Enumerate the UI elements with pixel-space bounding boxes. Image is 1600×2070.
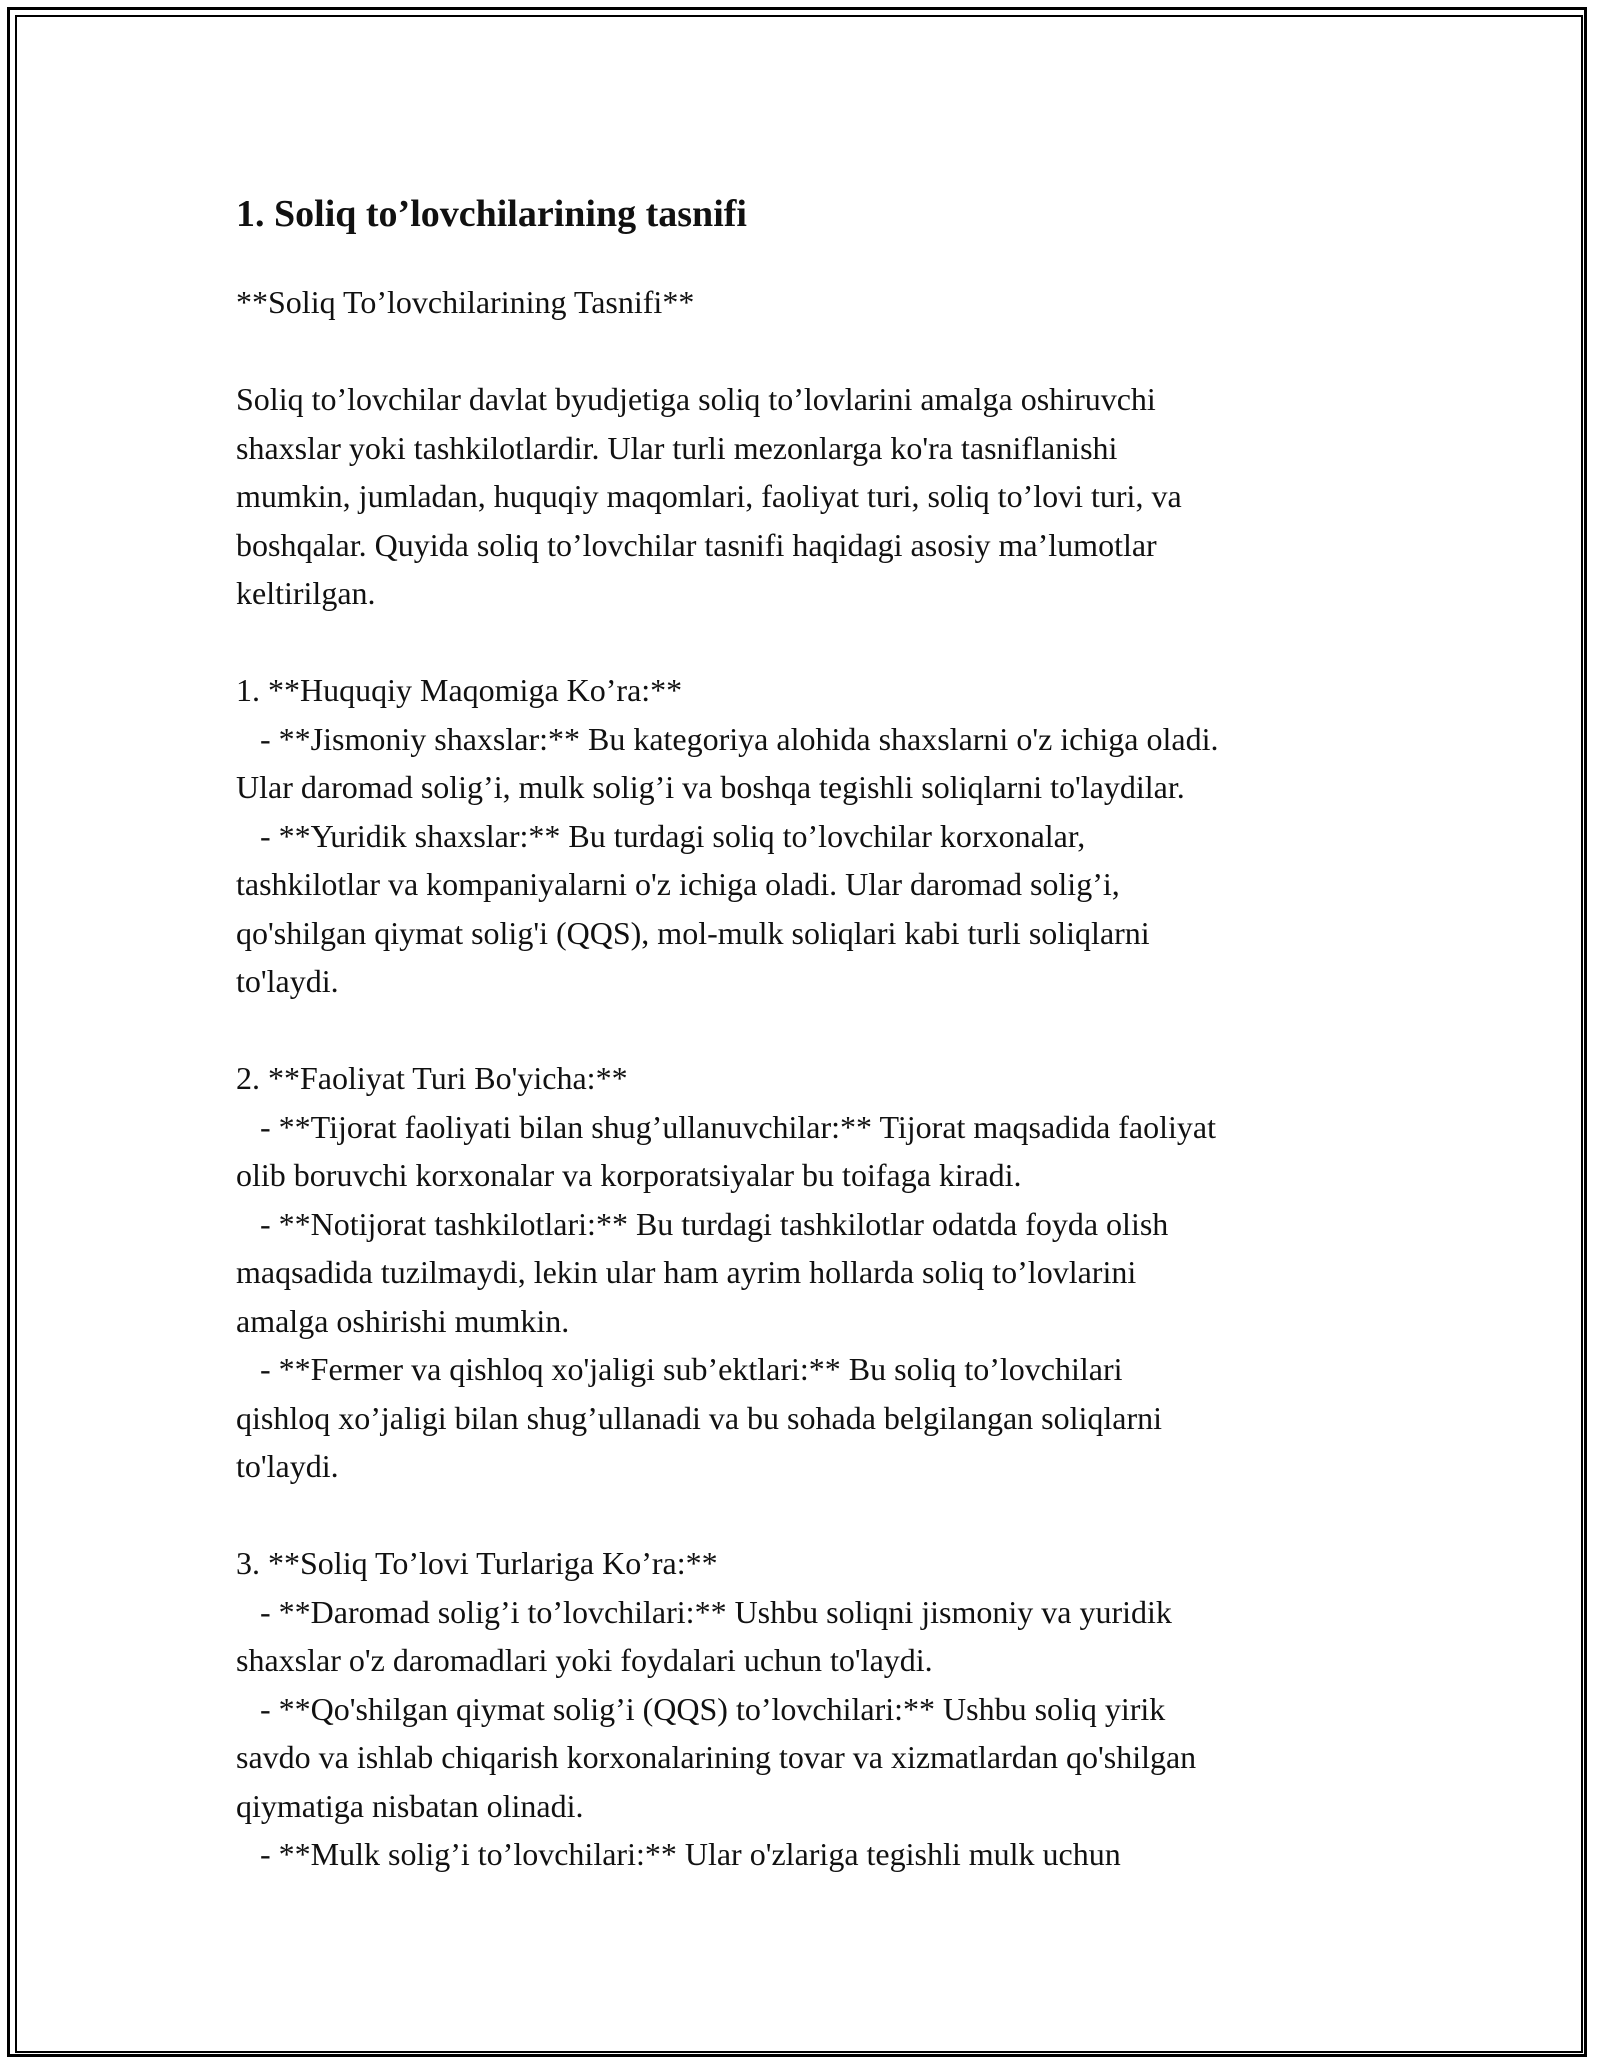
document-text xyxy=(236,278,1376,1879)
text-line: **Soliq To’lovchilarining Tasnifi** xyxy=(236,284,695,320)
text-line xyxy=(236,618,1376,667)
text-line: Soliq to’lovchilar davlat byudjetiga soliq to’lovlarini amalga oshiruvchi xyxy=(236,381,1156,417)
text-line: - **Tijorat faoliyati bilan shug’ullanuvchilar:** Tijorat maqsadida faoliyat xyxy=(236,1108,1216,1145)
text-line: savdo va ishlab chiqarish korxonalarining tovar va xizmatlardan qo'shilgan xyxy=(236,1739,1197,1775)
document-body xyxy=(236,184,1376,1879)
text-line: - **Notijorat tashkilotlari:** Bu turdagi tashkilotlar odatda foyda olish xyxy=(236,1205,1169,1242)
text-line: 2. **Faoliyat Turi Bo'yicha:** xyxy=(236,1060,628,1096)
text-line: mumkin, jumladan, huquqiy maqomlari, faoliyat turi, soliq to’lovi turi, va xyxy=(236,478,1182,514)
text-line: 1. **Huquqiy Maqomiga Ko’ra:** xyxy=(236,672,683,708)
text-line: olib boruvchi korxonalar va korporatsiyalar bu toifaga kiradi. xyxy=(236,1157,1022,1193)
text-line: - **Mulk solig’i to’lovchilari:** Ular o'zlariga tegishli mulk uchun xyxy=(236,1836,1121,1872)
text-line xyxy=(236,1491,1376,1540)
text-line xyxy=(236,327,1376,376)
text-line: shaxslar o'z daromadlari yoki foydalari uchun to'laydi. xyxy=(236,1642,933,1678)
text-line: - **Yuridik shaxslar:** Bu turdagi soliq to’lovchilar korxonalar, xyxy=(236,817,1086,854)
text-line: - **Daromad solig’i to’lovchilari:** Ushbu soliqni jismoniy va yuridik xyxy=(236,1593,1172,1630)
text-line: amalga oshirishi mumkin. xyxy=(236,1302,570,1339)
text-line: tashkilotlar va kompaniyalarni o'z ichiga oladi. Ular daromad solig’i, xyxy=(236,866,1120,902)
text-line: shaxslar yoki tashkilotlardir. Ular turli mezonlarga ko'ra tasniflanishi xyxy=(236,429,1118,466)
text-line: 3. **Soliq To’lovi Turlariga Ko’ra:** xyxy=(236,1545,718,1581)
text-line: to'laydi. xyxy=(236,1448,339,1484)
text-line: boshqalar. Quyida soliq to’lovchilar tasnifi haqidagi asosiy ma’lumotlar xyxy=(236,526,1157,563)
text-line: qo'shilgan qiymat solig'i (QQS), mol-mulk soliqlari kabi turli soliqlarni xyxy=(236,914,1150,951)
text-line: to'laydi. xyxy=(236,963,339,999)
text-line: keltirilgan. xyxy=(236,575,376,611)
text-line: qishloq xo’jaligi bilan shug’ullanadi va bu sohada belgilangan soliqlarni xyxy=(236,1399,1163,1436)
text-line: - **Qo'shilgan qiymat solig’i (QQS) to’lovchilari:** Ushbu soliq yirik xyxy=(236,1690,1166,1727)
section-heading: 1. Soliq to’lovchilarining tasnifi xyxy=(236,193,747,235)
text-line: - **Fermer va qishloq xo'jaligi sub’ektlari:** Bu soliq to’lovchilari xyxy=(236,1351,1123,1387)
text-line: maqsadida tuzilmaydi, lekin ular ham ayrim hollarda soliq to’lovlarini xyxy=(236,1254,1137,1290)
text-line xyxy=(236,1006,1376,1055)
text-line: Ular daromad solig’i, mulk solig’i va boshqa tegishli soliqlarni to'laydilar. xyxy=(236,769,1185,805)
text-line: - **Jismoniy shaxslar:** Bu kategoriya alohida shaxslarni o'z ichiga oladi. xyxy=(236,720,1219,757)
text-line: qiymatiga nisbatan olinadi. xyxy=(236,1787,584,1824)
